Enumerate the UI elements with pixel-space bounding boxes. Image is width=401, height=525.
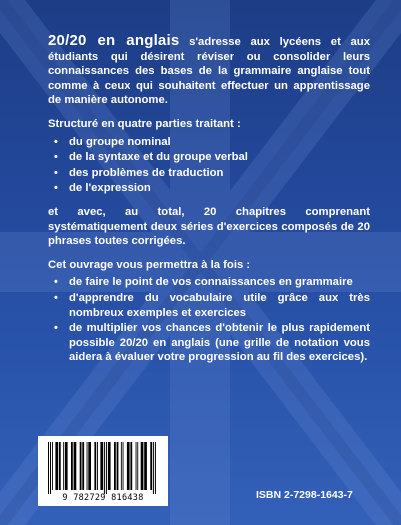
list-item: • d'apprendre du vocabulaire utile grâce aux très nombreux exemples et exercices	[54, 291, 370, 319]
list-item: • de faire le point de vos connaissances en grammaire	[54, 276, 353, 289]
chapters-paragraph: et avec, au total, 20 chapitres comprenant systématiquement deux séries d'exercices composés de 20 phrases toutes corrigées.	[48, 205, 370, 248]
barcode-bar	[74, 442, 77, 490]
barcode-bar	[136, 442, 137, 490]
barcode-bar	[127, 442, 130, 490]
barcode-digits: 9 782729 816438	[62, 493, 144, 503]
structure-heading: Structuré en quatre parties traitant :	[48, 117, 241, 130]
list-item: • de l'expression	[54, 182, 151, 195]
barcode-bar	[117, 442, 119, 490]
barcode-bar	[71, 442, 73, 490]
barcode-bar	[88, 442, 91, 490]
barcode-bar	[94, 442, 96, 490]
bullet-icon: •	[54, 322, 58, 335]
barcode-bar	[59, 442, 61, 490]
barcode-bar	[80, 442, 82, 490]
barcode-bar	[141, 442, 144, 490]
barcode-bar	[121, 442, 122, 490]
bullet-icon: •	[54, 166, 58, 179]
barcode-bar	[150, 442, 152, 490]
barcode-bar	[104, 442, 105, 494]
barcode-bar	[100, 442, 103, 490]
barcode-bar	[55, 442, 58, 490]
brand-title: 20/20 en anglais	[48, 32, 180, 49]
barcode-bar	[108, 442, 111, 490]
barcode-bar	[155, 442, 156, 494]
barcode	[38, 436, 168, 506]
barcode-bar	[48, 442, 49, 494]
bullet-icon: •	[54, 135, 58, 148]
back-cover-text	[48, 34, 370, 374]
barcode-bar	[82, 442, 84, 490]
bullet-icon: •	[54, 291, 58, 304]
barcode-bar	[106, 442, 107, 494]
intro-text: s'adresse aux lycéens et aux étudiants qui désirent réviser ou consolider leurs connaissances des bases de la grammaire anglaise tout comme à ceux qui souhaitent effectuer un apprentissage de manière autonome.	[48, 36, 370, 107]
bullet-icon: •	[54, 276, 58, 289]
bullet-icon: •	[54, 182, 58, 195]
barcode-bar	[153, 442, 154, 494]
barcode-bars	[38, 436, 168, 494]
barcode-bar	[130, 442, 132, 490]
barcode-bar	[65, 442, 68, 490]
barcode-bar	[123, 442, 124, 490]
barcode-bar	[97, 442, 98, 490]
barcode-bar	[63, 442, 64, 490]
bullet-icon: •	[54, 151, 58, 164]
list-item: • de multiplier vos chances d'obtenir le plus rapidement possible 20/20 en anglais (une grille de notation vous aidera à évaluer votre progression au fil des exercices).	[54, 322, 370, 364]
list-item: • de la syntaxe et du groupe verbal	[54, 151, 248, 164]
intro-paragraph	[48, 34, 370, 108]
list-item: • des problèmes de traduction	[54, 166, 224, 179]
barcode-bar	[137, 442, 138, 490]
benefits-list	[48, 275, 370, 365]
isbn-number: ISBN 2-7298-1643-7	[256, 489, 353, 501]
structure-list	[48, 135, 370, 196]
list-item: • du groupe nominal	[54, 135, 171, 148]
benefits-heading: Cet ouvrage vous permettra à la fois :	[48, 258, 251, 271]
barcode-bar	[52, 442, 53, 490]
barcode-bar	[144, 442, 147, 490]
barcode-bar	[50, 442, 51, 494]
barcode-bar	[87, 442, 88, 490]
barcode-bar	[114, 442, 116, 490]
